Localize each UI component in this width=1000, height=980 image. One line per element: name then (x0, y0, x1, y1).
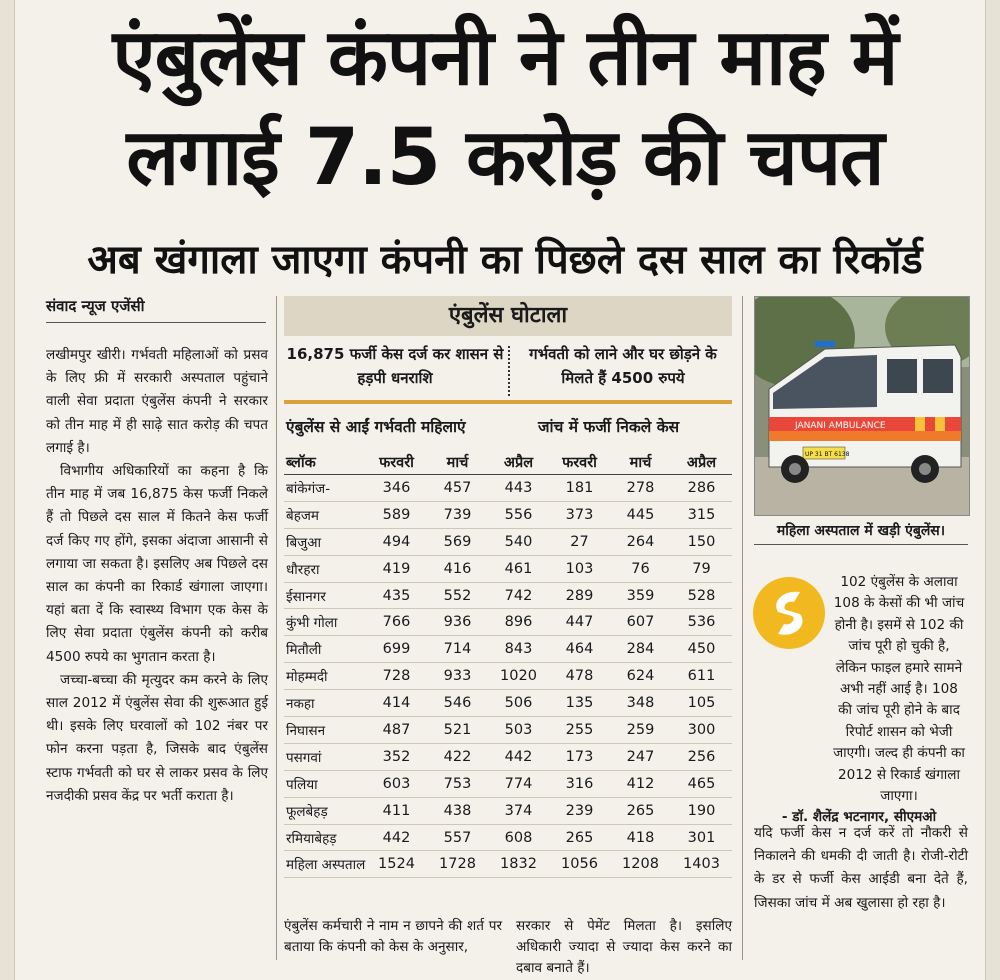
table-row (284, 851, 732, 878)
value-cell: 103 (549, 555, 610, 582)
value-cell: 450 (671, 636, 732, 663)
block-wise-cases-table (284, 450, 732, 878)
value-cell: 540 (488, 528, 549, 555)
block-name-cell: पसगवां (284, 743, 366, 770)
value-cell: 284 (610, 636, 671, 663)
value-cell: 1208 (610, 851, 671, 878)
table-row (284, 797, 732, 824)
column-divider (276, 296, 277, 960)
value-cell: 359 (610, 582, 671, 609)
table-row (284, 717, 732, 744)
box-title: एंबुलेंस घोटाला (284, 296, 732, 336)
value-cell: 739 (427, 501, 488, 528)
adjacent-column-right (985, 0, 1000, 980)
value-cell: 608 (488, 824, 549, 851)
value-cell: 447 (549, 609, 610, 636)
value-cell: 603 (366, 770, 427, 797)
fact-fake-cases: 16,875 फर्जी केस दर्ज कर शासन से हड़पी धनराशि (286, 345, 504, 387)
value-cell: 611 (671, 663, 732, 690)
value-cell: 278 (610, 475, 671, 502)
license-plate: UP 31 BT 6138 (805, 451, 850, 458)
block-name-cell: निघासन (284, 717, 366, 744)
value-cell: 753 (427, 770, 488, 797)
value-cell: 374 (488, 797, 549, 824)
value-cell: 503 (488, 717, 549, 744)
value-cell: 528 (671, 582, 732, 609)
value-cell: 494 (366, 528, 427, 555)
value-cell: 556 (488, 501, 549, 528)
column-header: मार्च (610, 450, 671, 475)
value-cell: 589 (366, 501, 427, 528)
value-cell: 487 (366, 717, 427, 744)
quote-author: - डॉ. शैलेंद्र भटनागर, सीएमओ (781, 809, 937, 825)
value-cell: 1403 (671, 851, 732, 878)
column-header: अप्रैल (671, 450, 732, 475)
block-name-cell: पलिया (284, 770, 366, 797)
column-header: फरवरी (366, 450, 427, 475)
value-cell: 766 (366, 609, 427, 636)
article-middle-bottom-2: सरकार से पेमेंट मिलता है। इसलिए अधिकारी ज्यादा से ज्यादा केस करने का दबाव बनाते हैं। (516, 918, 732, 976)
value-cell: 546 (427, 690, 488, 717)
value-cell: 1524 (366, 851, 427, 878)
block-name-cell: मितौली (284, 636, 366, 663)
value-cell: 1020 (488, 663, 549, 690)
table-row (284, 663, 732, 690)
value-cell: 438 (427, 797, 488, 824)
value-cell: 247 (610, 743, 671, 770)
block-name-cell: महिला अस्पताल (284, 851, 366, 878)
value-cell: 607 (610, 609, 671, 636)
block-name-cell: कुंभी गोला (284, 609, 366, 636)
value-cell: 435 (366, 582, 427, 609)
table-row (284, 636, 732, 663)
value-cell: 728 (366, 663, 427, 690)
value-cell: 422 (427, 743, 488, 770)
value-cell: 346 (366, 475, 427, 502)
value-cell: 419 (366, 555, 427, 582)
value-cell: 443 (488, 475, 549, 502)
table-row (284, 690, 732, 717)
table-group-fake-cases: जांच में फर्जी निकले केस (538, 418, 680, 436)
table-row (284, 475, 732, 502)
value-cell: 76 (610, 555, 671, 582)
value-cell: 256 (671, 743, 732, 770)
fact-payment: गर्भवती को लाने और घर छोड़ने के मिलते हैं 4500 रुपये (529, 345, 717, 387)
value-cell: 457 (427, 475, 488, 502)
value-cell: 264 (610, 528, 671, 555)
adjacent-column-left (0, 0, 15, 980)
value-cell: 181 (549, 475, 610, 502)
column-divider (742, 296, 743, 960)
value-cell: 300 (671, 717, 732, 744)
value-cell: 411 (366, 797, 427, 824)
table-row (284, 501, 732, 528)
photo-caption: महिला अस्पताल में खड़ी एंबुलेंस। (754, 518, 968, 545)
table-group-ambulance-cases: एंबुलेंस से आईं गर्भवती महिलाएं (286, 418, 466, 436)
paragraph: विभागीय अधिकारियों का कहना है कि तीन माह में जब 16,875 केस फर्जी निकले हैं तो पिछले दस साल में कितने केस फर्जी दर्ज किए गए होंगे, इसका अंदाजा आसानी से लगाया जा सकता है। इसलिए अब पिछले दस साल का कंपनी का रिकार्ड खंगाला जाएगा। यहां बता दें कि स्वास्थ्य विभाग एक केस के लिए सेवा प्रदाता एंबुलेंस कंपनी को करीब 4500 रुपये का भुगतान करता है। (46, 463, 268, 665)
ambulance-photo (754, 296, 970, 516)
value-cell: 259 (610, 717, 671, 744)
value-cell: 933 (427, 663, 488, 690)
value-cell: 255 (549, 717, 610, 744)
article-left-column (46, 344, 268, 808)
cmo-quote (752, 572, 966, 807)
value-cell: 1728 (427, 851, 488, 878)
value-cell: 464 (549, 636, 610, 663)
value-cell: 348 (610, 690, 671, 717)
value-cell: 412 (610, 770, 671, 797)
value-cell: 150 (671, 528, 732, 555)
value-cell: 414 (366, 690, 427, 717)
value-cell: 624 (610, 663, 671, 690)
value-cell: 289 (549, 582, 610, 609)
value-cell: 742 (488, 582, 549, 609)
block-name-cell: बिजुआ (284, 528, 366, 555)
value-cell: 714 (427, 636, 488, 663)
table-row (284, 528, 732, 555)
value-cell: 1056 (549, 851, 610, 878)
table-row (284, 582, 732, 609)
value-cell: 569 (427, 528, 488, 555)
table-row (284, 555, 732, 582)
value-cell: 416 (427, 555, 488, 582)
paragraph: जच्चा-बच्चा की मृत्युदर कम करने के लिए साल 2012 में एंबुलेंस सेवा की शुरूआत हुई थी। इसके लिए घरवालों को 102 नंबर पर फोन करना पड़ता है, जिसके बाद एंबुलेंस स्टाफ गर्भवती को घर से लाकर प्रसव के लिए नजदीकी प्रसव केंद्र पर भर्ती कराता है। (46, 671, 268, 804)
value-cell: 316 (549, 770, 610, 797)
value-cell: 265 (549, 824, 610, 851)
accent-rule (284, 400, 732, 404)
value-cell: 418 (610, 824, 671, 851)
value-cell: 373 (549, 501, 610, 528)
value-cell: 896 (488, 609, 549, 636)
article-right-column: यदि फर्जी केस न दर्ज करें तो नौकरी से निकालने की धमकी दी जाती है। रोजी-रोटी के डर से फर्जी केस आईडी बना देते हैं, जिसका जांच में अब खुलासा हो रहा है। (754, 825, 968, 911)
value-cell: 301 (671, 824, 732, 851)
value-cell: 105 (671, 690, 732, 717)
block-name-cell: रमियाबेहड़ (284, 824, 366, 851)
headline: एंबुलेंस कंपनी ने तीन माह में लगाई 7.5 करोड़ की चपत (112, 13, 898, 203)
byline: संवाद न्यूज एजेंसी (46, 296, 266, 323)
quote-text: 102 एंबुलेंस के अलावा 108 के केसों की भी जांच होनी है। इसमें से 102 की जांच पूरी हो चुकी है, लेकिन फाइल हमारे सामने अभी नहीं आई है। 108 की जांच पूरी होने के बाद रिपोर्ट शासन को भेजी जाएगी। जल्द ही कंपनी का 2012 से रिकार्ड खंगाला जाएगा। (833, 574, 965, 805)
value-cell: 265 (610, 797, 671, 824)
value-cell: 239 (549, 797, 610, 824)
value-cell: 173 (549, 743, 610, 770)
value-cell: 27 (549, 528, 610, 555)
block-name-cell: नकहा (284, 690, 366, 717)
article-middle-bottom-1: एंबुलेंस कर्मचारी ने नाम न छापने की शर्त पर बताया कि कंपनी को केस के अनुसार, (284, 918, 502, 955)
value-cell: 465 (671, 770, 732, 797)
column-header: मार्च (427, 450, 488, 475)
value-cell: 442 (488, 743, 549, 770)
block-name-cell: मोहम्मदी (284, 663, 366, 690)
table-row (284, 824, 732, 851)
block-name-cell: धौरहरा (284, 555, 366, 582)
block-name-cell: फूलबेहड़ (284, 797, 366, 824)
column-header: फरवरी (549, 450, 610, 475)
fact-divider (508, 346, 510, 396)
table-header-row (284, 450, 732, 475)
value-cell: 315 (671, 501, 732, 528)
value-cell: 557 (427, 824, 488, 851)
column-header: ब्लॉक (284, 450, 366, 475)
value-cell: 552 (427, 582, 488, 609)
block-name-cell: बेहजम (284, 501, 366, 528)
value-cell: 936 (427, 609, 488, 636)
table-row (284, 609, 732, 636)
value-cell: 1832 (488, 851, 549, 878)
block-name-cell: ईसानगर (284, 582, 366, 609)
value-cell: 506 (488, 690, 549, 717)
value-cell: 699 (366, 636, 427, 663)
value-cell: 135 (549, 690, 610, 717)
value-cell: 445 (610, 501, 671, 528)
column-header: अप्रैल (488, 450, 549, 475)
subheadline: अब खंगाला जाएगा कंपनी का पिछले दस साल का रिकॉर्ड (87, 237, 923, 283)
value-cell: 521 (427, 717, 488, 744)
block-name-cell: बांकेगंज- (284, 475, 366, 502)
value-cell: 461 (488, 555, 549, 582)
value-cell: 286 (671, 475, 732, 502)
value-cell: 536 (671, 609, 732, 636)
value-cell: 190 (671, 797, 732, 824)
table-row (284, 743, 732, 770)
value-cell: 442 (366, 824, 427, 851)
paragraph: लखीमपुर खीरी। गर्भवती महिलाओं को प्रसव के लिए फ्री में सरकारी अस्पताल पहुंचाने वाली सेवा प्रदाता एंबुलेंस कंपनी ने सरकार को तीन माह में ही साढ़े सात करोड़ की चपत लगाई है। (46, 347, 268, 456)
table-row (284, 770, 732, 797)
value-cell: 843 (488, 636, 549, 663)
value-cell: 478 (549, 663, 610, 690)
value-cell: 352 (366, 743, 427, 770)
value-cell: 774 (488, 770, 549, 797)
ambulance-text: JANANI AMBULANCE (795, 421, 886, 431)
value-cell: 79 (671, 555, 732, 582)
